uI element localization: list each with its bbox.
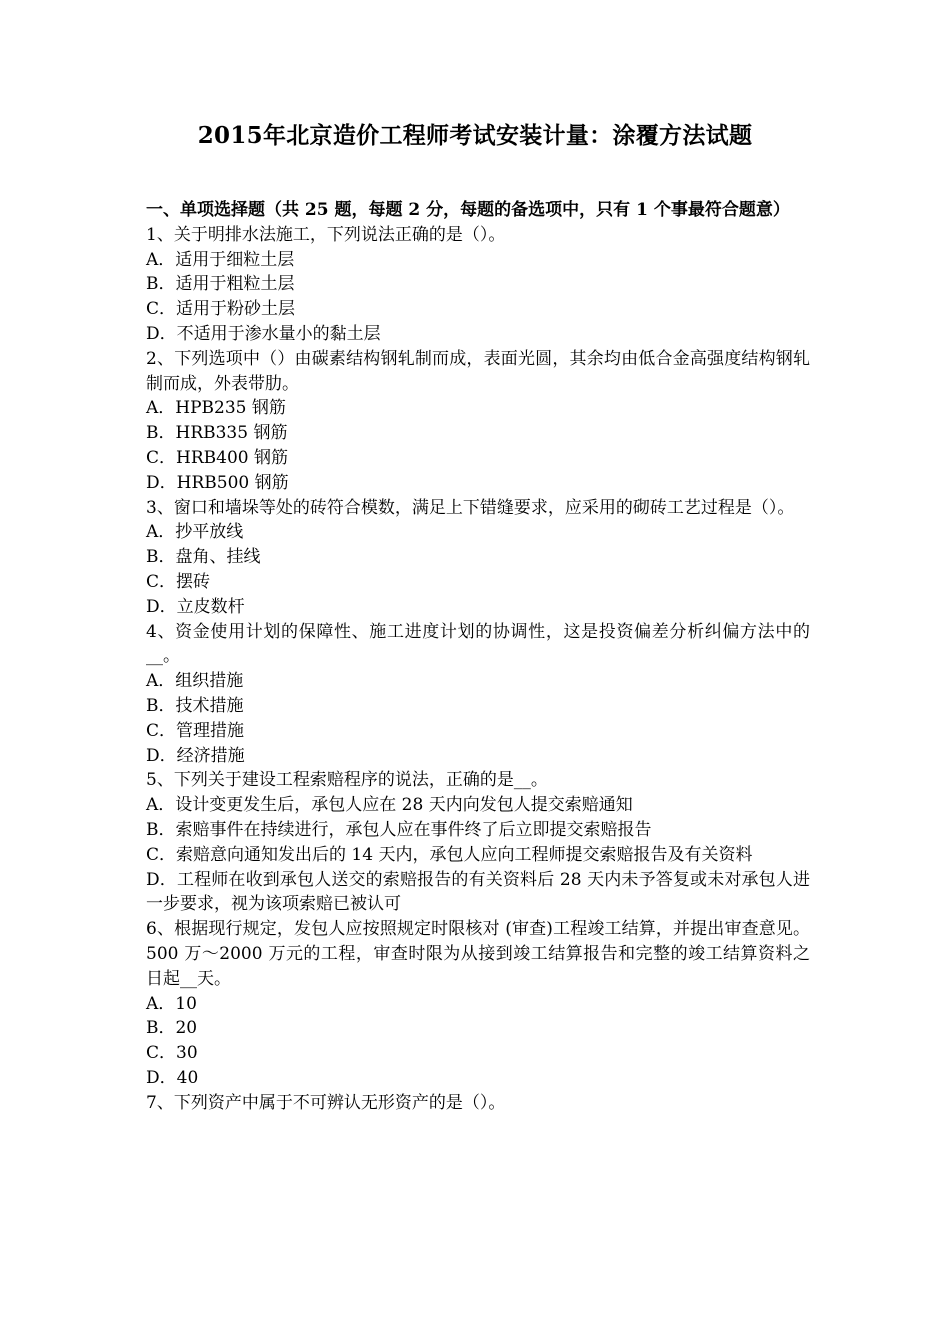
option-c: C．30 <box>146 1043 198 1064</box>
question-1 <box>146 223 810 347</box>
option-b: B．20 <box>146 1018 198 1039</box>
option-d: D．HRB500 钢筋 <box>146 472 289 493</box>
option-a: A．组织措施 <box>146 671 244 692</box>
question-stem: 5、下列关于建设工程索赔程序的说法，正确的是__。 <box>146 770 548 791</box>
document-body <box>146 198 810 1115</box>
option-a: A．抄平放线 <box>146 522 244 543</box>
option-c: C．管理措施 <box>146 720 245 741</box>
option-d: D．立皮数杆 <box>146 596 245 617</box>
option-b: B．适用于粗粒土层 <box>146 274 295 295</box>
document-title: 2015年北京造价工程师考试安装计量：涂覆方法试题 <box>197 122 753 149</box>
option-d: D．40 <box>146 1067 199 1088</box>
question-6 <box>146 917 810 1091</box>
option-b: B．盘角、挂线 <box>146 547 261 568</box>
question-stem: 3、窗口和墙垛等处的砖符合模数，满足上下错缝要求，应采用的砌砖工艺过程是（）。 <box>146 497 795 518</box>
option-c: C．适用于粉砂土层 <box>146 299 296 320</box>
question-stem: 7、下列资产中属于不可辨认无形资产的是（）。 <box>146 1092 506 1113</box>
question-3 <box>146 496 810 620</box>
question-7 <box>146 1091 810 1116</box>
option-d: D．经济措施 <box>146 745 245 766</box>
question-2 <box>146 347 810 496</box>
option-c: C．摆砖 <box>146 571 211 592</box>
option-a: A．HPB235 钢筋 <box>146 398 286 419</box>
option-c: C．HRB400 钢筋 <box>146 447 288 468</box>
question-5 <box>146 768 810 917</box>
question-stem: 4、资金使用计划的保障性、施工进度计划的协调性，这是投资偏差分析纠偏方法中的__。 <box>146 621 810 667</box>
question-stem: 6、根据现行规定，发包人应按照规定时限核对 (审查)工程竣工结算，并提出审查意见。500 万～2000 万元的工程，审查时限为从接到竣工结算报告和完整的竣工结算资料之日起__天。 <box>146 919 810 989</box>
section-heading: 一、单项选择题（共 25 题，每题 2 分，每题的备选项中，只有 1 个事最符合题意） <box>146 200 790 220</box>
option-d: D．工程师在收到承包人送交的索赔报告的有关资料后 28 天内未予答复或未对承包人进一步要求，视为该项索赔已被认可 <box>146 869 810 915</box>
option-a: A．10 <box>146 993 197 1014</box>
option-c: C．索赔意向通知发出后的 14 天内，承包人应向工程师提交索赔报告及有关资料 <box>146 844 753 865</box>
question-stem: 2、下列选项中（）由碳素结构钢轧制而成，表面光圆，其余均由低合金高强度结构钢轧制而成，外表带肋。 <box>146 348 810 394</box>
question-4 <box>146 620 810 769</box>
option-b: B．技术措施 <box>146 695 244 716</box>
option-b: B．索赔事件在持续进行，承包人应在事件终了后立即提交索赔报告 <box>146 819 652 840</box>
option-d: D．不适用于渗水量小的黏土层 <box>146 323 381 344</box>
option-b: B．HRB335 钢筋 <box>146 423 288 444</box>
question-stem: 1、关于明排水法施工，下列说法正确的是（）。 <box>146 224 506 245</box>
option-a: A．适用于细粒土层 <box>146 249 295 270</box>
option-a: A．设计变更发生后，承包人应在 28 天内向发包人提交索赔通知 <box>146 795 633 816</box>
